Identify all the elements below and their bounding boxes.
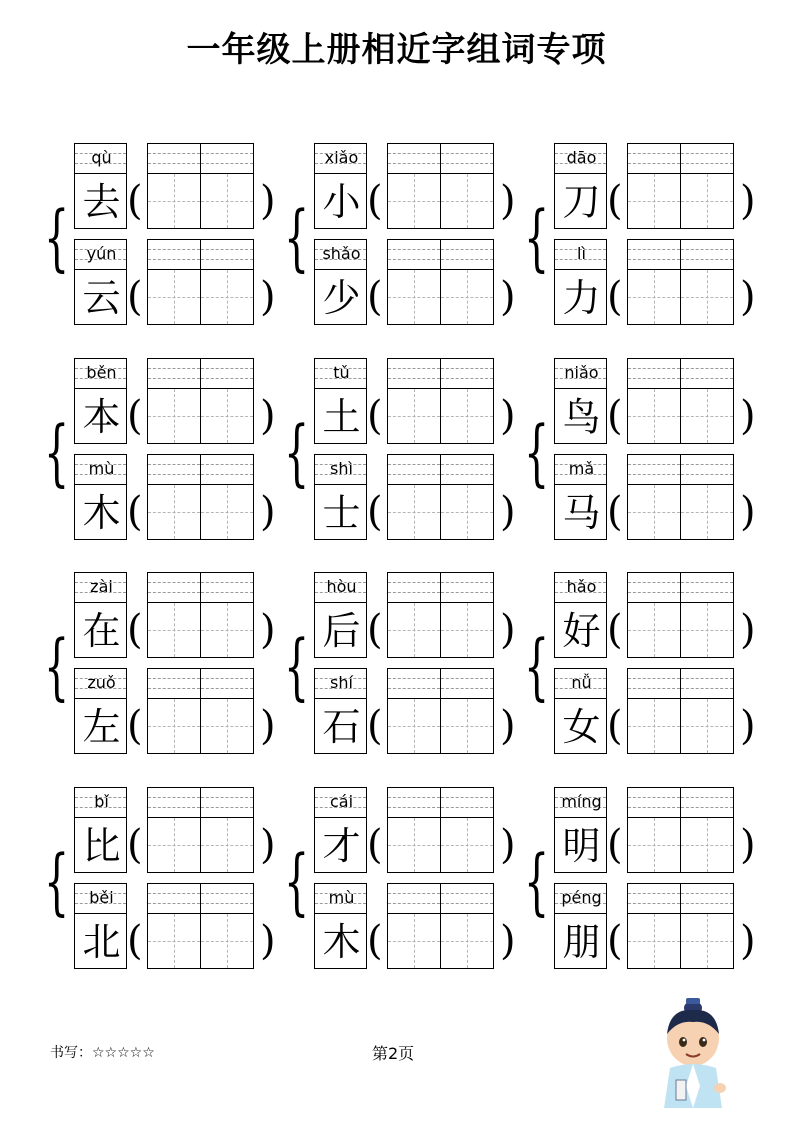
writing-square[interactable] [680,883,734,969]
pinyin-text: mù [88,459,115,478]
close-paren: ) [740,822,756,868]
word-group [44,787,284,977]
character-row [314,572,524,658]
curly-brace: { [44,839,70,923]
close-paren: ) [500,607,516,653]
close-paren: ) [260,489,276,535]
writing-square[interactable] [440,358,494,444]
answer-writing-grid[interactable] [627,787,735,873]
character-row [554,143,764,229]
open-paren: ( [367,489,383,535]
answer-writing-grid[interactable] [627,143,735,229]
close-paren: ) [740,274,756,320]
pinyin-text: yún [86,244,117,263]
character-box [74,698,127,754]
close-paren: ) [500,489,516,535]
pinyin-text: dāo [566,148,597,167]
writing-square[interactable] [627,143,681,229]
writing-square[interactable] [147,787,201,873]
word-group [524,572,764,762]
chinese-character: 士 [322,491,361,535]
answer-writing-grid[interactable] [147,358,255,444]
open-paren: ( [367,918,383,964]
pinyin-text: hǎo [566,577,597,596]
pinyin-box [74,883,127,913]
answer-writing-grid[interactable] [627,883,735,969]
pinyin-box [554,143,607,173]
writing-square[interactable] [680,358,734,444]
chinese-character: 北 [82,920,121,964]
character-row [554,668,764,754]
word-group [284,572,524,762]
writing-square[interactable] [147,358,201,444]
chinese-character: 小 [322,180,361,224]
chinese-character: 才 [322,824,361,868]
pinyin-text: mǎ [568,459,595,478]
answer-writing-grid[interactable] [387,358,495,444]
open-paren: ( [607,822,623,868]
character-row [314,239,524,325]
writing-square[interactable] [200,572,254,658]
pinyin-text: hòu [326,577,357,596]
character-box [74,173,127,229]
pinyin-text: míng [561,792,602,811]
character-box [74,817,127,873]
pinyin-box [74,358,127,388]
close-paren: ) [740,703,756,749]
pinyin-box [314,143,367,173]
close-paren: ) [260,393,276,439]
character-row [74,143,284,229]
writing-square[interactable] [387,572,441,658]
close-paren: ) [740,918,756,964]
pinyin-text: niǎo [564,363,599,382]
character-box [74,388,127,444]
pinyin-text: shì [330,459,353,478]
character-box [314,602,367,658]
answer-writing-grid[interactable] [147,883,255,969]
writing-square[interactable] [147,883,201,969]
chinese-character: 马 [562,491,601,535]
word-group [524,787,764,977]
answer-writing-grid[interactable] [387,239,495,325]
chinese-character: 云 [82,276,121,320]
word-group [284,143,524,333]
writing-square[interactable] [680,454,734,540]
pinyin-box [554,239,607,269]
word-group [44,358,284,548]
character-box [554,388,607,444]
chinese-character: 木 [82,491,121,535]
open-paren: ( [607,607,623,653]
curly-brace: { [44,624,70,708]
word-group [44,572,284,762]
pinyin-text: mù [328,888,355,907]
scholar-boy-mascot-icon [648,990,738,1115]
curly-brace: { [44,195,70,279]
pinyin-text: zài [90,577,113,596]
pinyin-box [314,239,367,269]
answer-writing-grid[interactable] [147,143,255,229]
writing-rating: 书写：☆☆☆☆☆ [50,1045,155,1061]
pinyin-text: qù [91,148,112,167]
writing-square[interactable] [440,668,494,754]
answer-writing-grid[interactable] [387,572,495,658]
chinese-character: 好 [562,609,601,653]
pinyin-box [554,668,607,698]
answer-writing-grid[interactable] [147,454,255,540]
answer-writing-grid[interactable] [627,358,735,444]
chinese-character: 土 [322,395,361,439]
answer-writing-grid[interactable] [147,239,255,325]
close-paren: ) [500,274,516,320]
close-paren: ) [260,274,276,320]
close-paren: ) [260,918,276,964]
close-paren: ) [500,822,516,868]
pinyin-box [554,572,607,602]
character-box [74,269,127,325]
open-paren: ( [367,274,383,320]
open-paren: ( [127,178,143,224]
character-box [314,484,367,540]
open-paren: ( [607,703,623,749]
pinyin-box [554,358,607,388]
curly-brace: { [284,195,310,279]
writing-square[interactable] [387,239,441,325]
word-group [284,787,524,977]
pinyin-box [314,668,367,698]
writing-square[interactable] [147,143,201,229]
pinyin-box [554,454,607,484]
pinyin-text: nǚ [571,673,592,692]
writing-square[interactable] [387,787,441,873]
writing-square[interactable] [627,454,681,540]
answer-writing-grid[interactable] [147,787,255,873]
character-row [74,239,284,325]
writing-square[interactable] [147,668,201,754]
character-row [554,572,764,658]
writing-square[interactable] [440,454,494,540]
chinese-character: 少 [322,276,361,320]
character-box [314,913,367,969]
writing-square[interactable] [200,454,254,540]
character-row [554,454,764,540]
chinese-character: 本 [82,395,121,439]
chinese-character: 左 [82,705,121,749]
pinyin-box [314,883,367,913]
open-paren: ( [127,918,143,964]
pinyin-box [314,358,367,388]
writing-square[interactable] [200,787,254,873]
writing-square[interactable] [200,143,254,229]
character-row [554,239,764,325]
open-paren: ( [127,489,143,535]
writing-square[interactable] [440,787,494,873]
curly-brace: { [284,410,310,494]
pinyin-box [554,787,607,817]
character-row [74,358,284,444]
writing-square[interactable] [147,454,201,540]
character-row [314,787,524,873]
writing-square[interactable] [200,668,254,754]
open-paren: ( [367,822,383,868]
word-group [284,358,524,548]
pinyin-text: shǎo [322,244,361,263]
curly-brace: { [524,410,550,494]
writing-square[interactable] [440,883,494,969]
chinese-character: 明 [562,824,601,868]
writing-square[interactable] [387,454,441,540]
character-row [554,358,764,444]
character-box [554,913,607,969]
chinese-character: 女 [562,705,601,749]
close-paren: ) [260,822,276,868]
character-row [314,143,524,229]
close-paren: ) [740,393,756,439]
pinyin-box [74,572,127,602]
page-number: 第2页 [372,1044,415,1063]
pinyin-text: zuǒ [87,673,116,692]
close-paren: ) [740,607,756,653]
curly-brace: { [44,410,70,494]
close-paren: ) [740,178,756,224]
character-box [554,698,607,754]
character-box [314,388,367,444]
open-paren: ( [607,918,623,964]
character-box [314,269,367,325]
open-paren: ( [127,703,143,749]
character-row [314,454,524,540]
writing-square[interactable] [627,787,681,873]
writing-square[interactable] [440,239,494,325]
open-paren: ( [127,822,143,868]
answer-writing-grid[interactable] [627,239,735,325]
close-paren: ) [260,703,276,749]
writing-square[interactable] [147,239,201,325]
character-box [554,602,607,658]
writing-square[interactable] [680,143,734,229]
character-box [554,817,607,873]
close-paren: ) [500,393,516,439]
answer-writing-grid[interactable] [387,454,495,540]
close-paren: ) [500,918,516,964]
writing-square[interactable] [440,572,494,658]
writing-square[interactable] [627,572,681,658]
close-paren: ) [500,178,516,224]
writing-square[interactable] [387,883,441,969]
answer-writing-grid[interactable] [387,143,495,229]
open-paren: ( [367,178,383,224]
word-group [524,143,764,333]
chinese-character: 木 [322,920,361,964]
curly-brace: { [284,624,310,708]
answer-writing-grid[interactable] [387,668,495,754]
close-paren: ) [260,607,276,653]
writing-square[interactable] [387,668,441,754]
open-paren: ( [607,178,623,224]
writing-square[interactable] [387,358,441,444]
open-paren: ( [367,607,383,653]
chinese-character: 石 [322,705,361,749]
word-group [44,143,284,333]
pinyin-text: shí [330,673,353,692]
pinyin-box [74,668,127,698]
open-paren: ( [127,607,143,653]
pinyin-text: bǐ [94,792,109,811]
pinyin-box [74,239,127,269]
chinese-character: 在 [82,609,121,653]
chinese-character: 刀 [562,180,601,224]
writing-square[interactable] [200,239,254,325]
character-row [314,668,524,754]
character-row [74,572,284,658]
pinyin-text: běi [89,888,114,907]
character-row [74,787,284,873]
character-row [314,883,524,969]
pinyin-text: xiǎo [324,148,359,167]
character-box [554,269,607,325]
writing-square[interactable] [200,358,254,444]
writing-square[interactable] [680,239,734,325]
page-title: 一年级上册相近字组词专项 [186,30,607,70]
curly-brace: { [524,839,550,923]
open-paren: ( [127,274,143,320]
answer-writing-grid[interactable] [387,883,495,969]
character-row [314,358,524,444]
open-paren: ( [367,393,383,439]
pinyin-box [314,572,367,602]
character-box [314,817,367,873]
close-paren: ) [740,489,756,535]
pinyin-box [314,787,367,817]
writing-square[interactable] [147,572,201,658]
writing-square[interactable] [200,883,254,969]
answer-writing-grid[interactable] [627,668,735,754]
pinyin-text: lì [577,244,586,263]
writing-square[interactable] [627,668,681,754]
character-row [554,883,764,969]
open-paren: ( [127,393,143,439]
character-box [314,173,367,229]
pinyin-box [554,883,607,913]
writing-square[interactable] [627,239,681,325]
pinyin-box [74,143,127,173]
character-row [554,787,764,873]
answer-writing-grid[interactable] [147,572,255,658]
pinyin-text: běn [86,363,117,382]
open-paren: ( [607,274,623,320]
answer-writing-grid[interactable] [627,454,735,540]
chinese-character: 去 [82,180,121,224]
writing-square[interactable] [680,572,734,658]
character-row [74,883,284,969]
answer-writing-grid[interactable] [387,787,495,873]
pinyin-text: cái [329,792,354,811]
open-paren: ( [607,393,623,439]
chinese-character: 鸟 [562,395,601,439]
pinyin-box [74,787,127,817]
chinese-character: 朋 [562,920,601,964]
writing-square[interactable] [680,787,734,873]
character-row [74,454,284,540]
writing-square[interactable] [627,358,681,444]
character-box [74,484,127,540]
chinese-character: 后 [322,609,361,653]
pinyin-text: tǔ [333,363,350,382]
curly-brace: { [284,839,310,923]
open-paren: ( [607,489,623,535]
character-box [554,484,607,540]
character-box [74,913,127,969]
character-box [554,173,607,229]
curly-brace: { [524,624,550,708]
open-paren: ( [367,703,383,749]
writing-square[interactable] [627,883,681,969]
character-box [74,602,127,658]
word-group [524,358,764,548]
writing-square[interactable] [440,143,494,229]
curly-brace: { [524,195,550,279]
writing-square[interactable] [387,143,441,229]
writing-square[interactable] [680,668,734,754]
pinyin-text: péng [561,888,602,907]
pinyin-box [74,454,127,484]
character-box [314,698,367,754]
answer-writing-grid[interactable] [147,668,255,754]
pinyin-box [314,454,367,484]
chinese-character: 力 [562,276,601,320]
character-row [74,668,284,754]
chinese-character: 比 [82,824,121,868]
answer-writing-grid[interactable] [627,572,735,658]
close-paren: ) [260,178,276,224]
close-paren: ) [500,703,516,749]
